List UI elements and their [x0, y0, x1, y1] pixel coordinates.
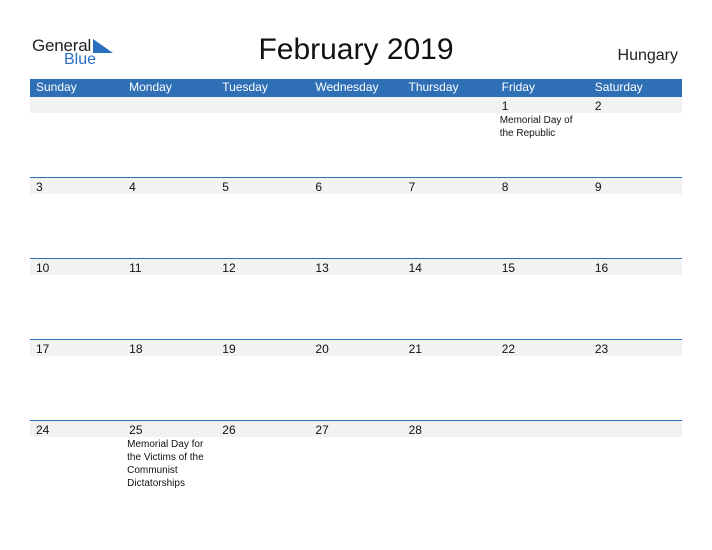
day-number: 8	[501, 180, 509, 194]
calendar-day-cell	[216, 340, 309, 420]
calendar-day-cell	[30, 340, 123, 420]
calendar-day-cell	[30, 97, 123, 177]
calendar-day-cell	[30, 259, 123, 339]
weekday-header	[30, 79, 682, 96]
calendar-day-cell	[30, 421, 123, 501]
day-number: 24	[36, 423, 50, 437]
logo-general-text: General	[32, 36, 92, 55]
calendar-day-cell	[309, 421, 402, 501]
logo-blue-text: Blue	[64, 51, 97, 68]
weekday-thursday: Thursday	[408, 80, 459, 94]
calendar-day-cell	[589, 97, 682, 177]
calendar-day-cell	[123, 259, 216, 339]
calendar-day-cell	[589, 259, 682, 339]
day-number: 23	[594, 342, 609, 356]
calendar-day-cell	[403, 97, 496, 177]
day-number: 27	[315, 423, 329, 437]
day-number: 25	[129, 423, 143, 437]
calendar-day-cell	[309, 178, 402, 258]
calendar-day-cell	[496, 97, 589, 177]
weekday-monday: Monday	[129, 80, 172, 94]
country-label: Hungary	[617, 47, 678, 64]
day-number: 14	[408, 261, 422, 275]
calendar-day-cell	[403, 259, 496, 339]
day-number: 19	[222, 342, 236, 356]
calendar-day-cell	[496, 340, 589, 420]
calendar-day-cell	[216, 259, 309, 339]
calendar-day-cell	[309, 259, 402, 339]
calendar-day-cell	[123, 178, 216, 258]
weekday-saturday: Saturday	[594, 80, 643, 94]
calendar-day-cell	[216, 421, 309, 501]
calendar-day-cell	[123, 421, 216, 501]
calendar-day-cell	[123, 340, 216, 420]
weekday-sunday: Sunday	[36, 80, 77, 94]
calendar-title: February 2019	[258, 33, 454, 66]
calendar-week	[30, 258, 682, 339]
day-number: 3	[36, 180, 43, 194]
day-number: 4	[129, 180, 136, 194]
day-number: 2	[594, 99, 602, 113]
holiday-label: Memorial Day of the Republic	[499, 115, 573, 139]
weekday-friday: Friday	[501, 80, 535, 94]
day-number: 13	[315, 261, 329, 275]
calendar-day-cell	[403, 421, 496, 501]
day-number: 20	[315, 342, 329, 356]
day-number: 26	[222, 423, 236, 437]
weekday-tuesday: Tuesday	[222, 80, 268, 94]
calendar-day-cell	[309, 340, 402, 420]
calendar-week	[30, 420, 682, 501]
day-number: 17	[36, 342, 50, 356]
day-number: 6	[315, 180, 323, 194]
calendar-day-cell	[589, 340, 682, 420]
calendar-day-cell	[403, 178, 496, 258]
calendar-week	[30, 177, 682, 258]
day-number: 9	[594, 180, 602, 194]
calendar-day-cell	[496, 178, 589, 258]
day-number: 11	[129, 261, 142, 275]
calendar-week	[30, 339, 682, 420]
calendar-day-cell	[589, 421, 682, 501]
day-number: 16	[594, 261, 609, 275]
day-number: 5	[222, 180, 229, 194]
day-number: 10	[36, 261, 50, 275]
calendar-week	[30, 96, 682, 177]
day-number: 15	[501, 261, 516, 275]
calendar-day-cell	[30, 178, 123, 258]
day-number: 1	[501, 99, 509, 113]
calendar-day-cell	[403, 340, 496, 420]
calendar-day-cell	[123, 97, 216, 177]
day-number: 28	[408, 423, 422, 437]
calendar-day-cell	[309, 97, 402, 177]
day-number: 22	[501, 342, 516, 356]
weekday-wednesday: Wednesday	[315, 80, 379, 94]
holiday-label: Memorial Day for the Victims of the Communist Dictatorships	[127, 439, 204, 489]
calendar-day-cell	[589, 178, 682, 258]
calendar-day-cell	[216, 178, 309, 258]
day-number: 12	[222, 261, 236, 275]
day-number: 21	[408, 342, 422, 356]
calendar-day-cell	[496, 421, 589, 501]
day-number: 7	[408, 180, 416, 194]
day-number: 18	[129, 342, 143, 356]
calendar-day-cell	[496, 259, 589, 339]
calendar-day-cell	[216, 97, 309, 177]
